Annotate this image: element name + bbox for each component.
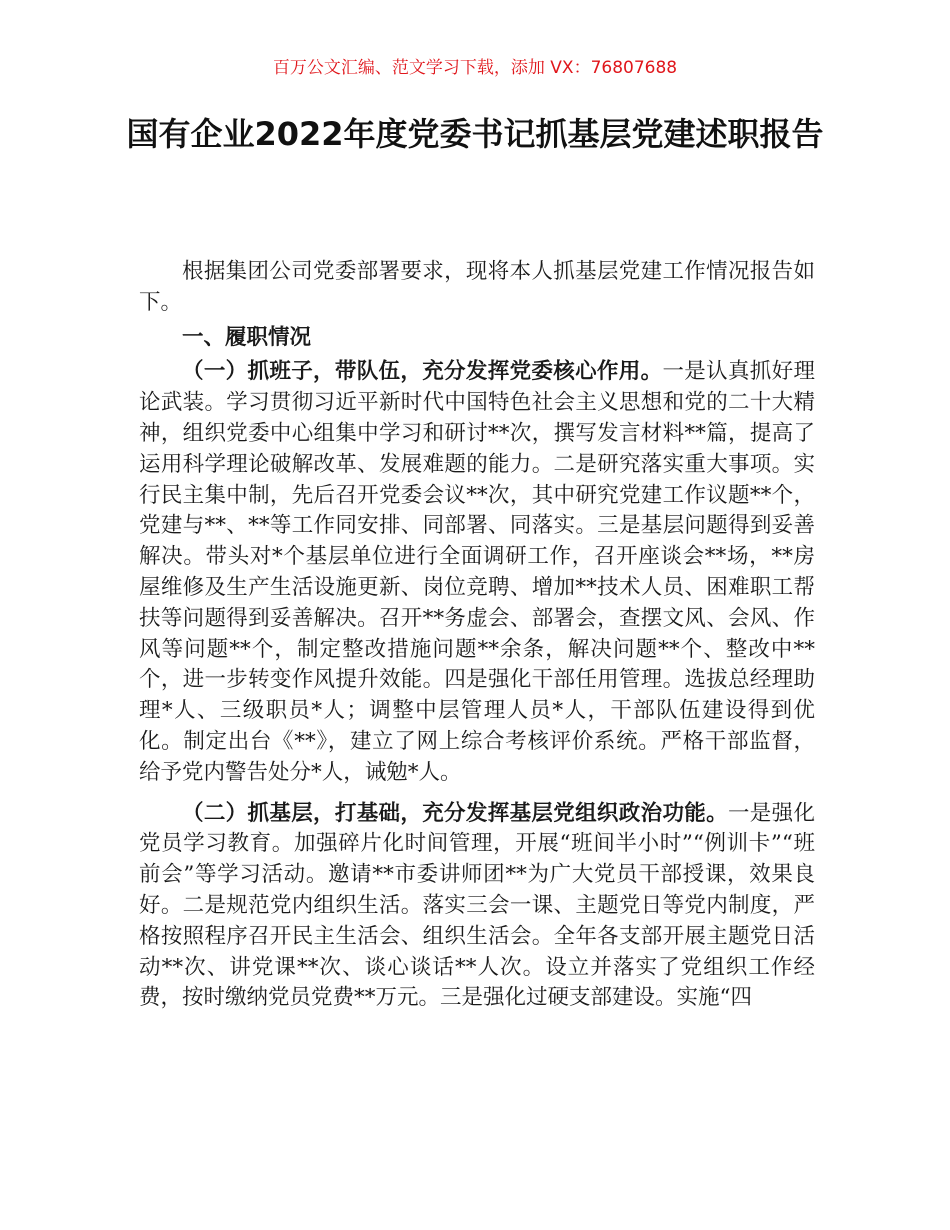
watermark-header: 百万公文汇编、范文学习下载，添加 VX：76807688 bbox=[272, 58, 678, 78]
paragraph-2-lead: （二）抓基层，打基础，充分发挥基层党组织政治功能。 bbox=[182, 800, 728, 826]
paragraph-1 bbox=[139, 357, 815, 788]
paragraph-1-lead: （一）抓班子，带队伍，充分发挥党委核心作用。 bbox=[182, 359, 663, 385]
intro-paragraph: 根据集团公司党委部署要求，现将本人抓基层党建工作情况报告如下。 bbox=[139, 259, 815, 315]
paragraph-2 bbox=[139, 799, 815, 1015]
document-title: 国有企业2022年度党委书记抓基层党建述职报告 bbox=[126, 115, 824, 153]
document-body bbox=[139, 257, 815, 1014]
paragraph-1-text: 一是认真抓好理论武装。学习贯彻习近平新时代中国特色社会主义思想和党的二十大精神，组织党委中心组集中学习和研讨**次，撰写发言材料**篇，提高了运用科学理论破解改革、发展难题的能力。二是研究落实重大事项。实行民主集中制，先后召开党委会议**次，其中研究党建工作议题**个，党建与**、**等工作同安排、同部署、同落实。三是基层问题得到妥善解决。带头对*个基层单位进行全面调研工作，召开座谈会**场，**房屋维修及生产生活设施更新、岗位竞聘、增加**技术人员、困难职工帮扶等问题得到妥善解决。召开**务虚会、部署会，查摆文风、会风、作风等问题**个，制定整改措施问题**余条，解决问题**个、整改中**个，进一步转变作风提升效能。四是强化干部任用管理。选拔总经理助理*人、三级职员*人；调整中层管理人员*人，干部队伍建设得到优化。制定出台《**》，建立了网上综合考核评价系统。严格干部监督，给予党内警告处分*人，诫勉*人。 bbox=[139, 359, 815, 785]
paragraph-2-text: 一是强化党员学习教育。加强碎片化时间管理，开展“班间半小时”“例训卡”“班前会”等学习活动。邀请**市委讲师团**为广大党员干部授课，效果良好。二是规范党内组织生活。落实三会一课、主题党日等党内制度，严格按照程序召开民主生活会、组织生活会。全年各支部开展主题党日活动**次、讲党课**次、谈心谈话**人次。设立并落实了党组织工作经费，按时缴纳党员党费**万元。三是强化过硬支部建设。实施“四 bbox=[139, 800, 815, 1011]
section-heading: 一、履职情况 bbox=[182, 324, 312, 350]
